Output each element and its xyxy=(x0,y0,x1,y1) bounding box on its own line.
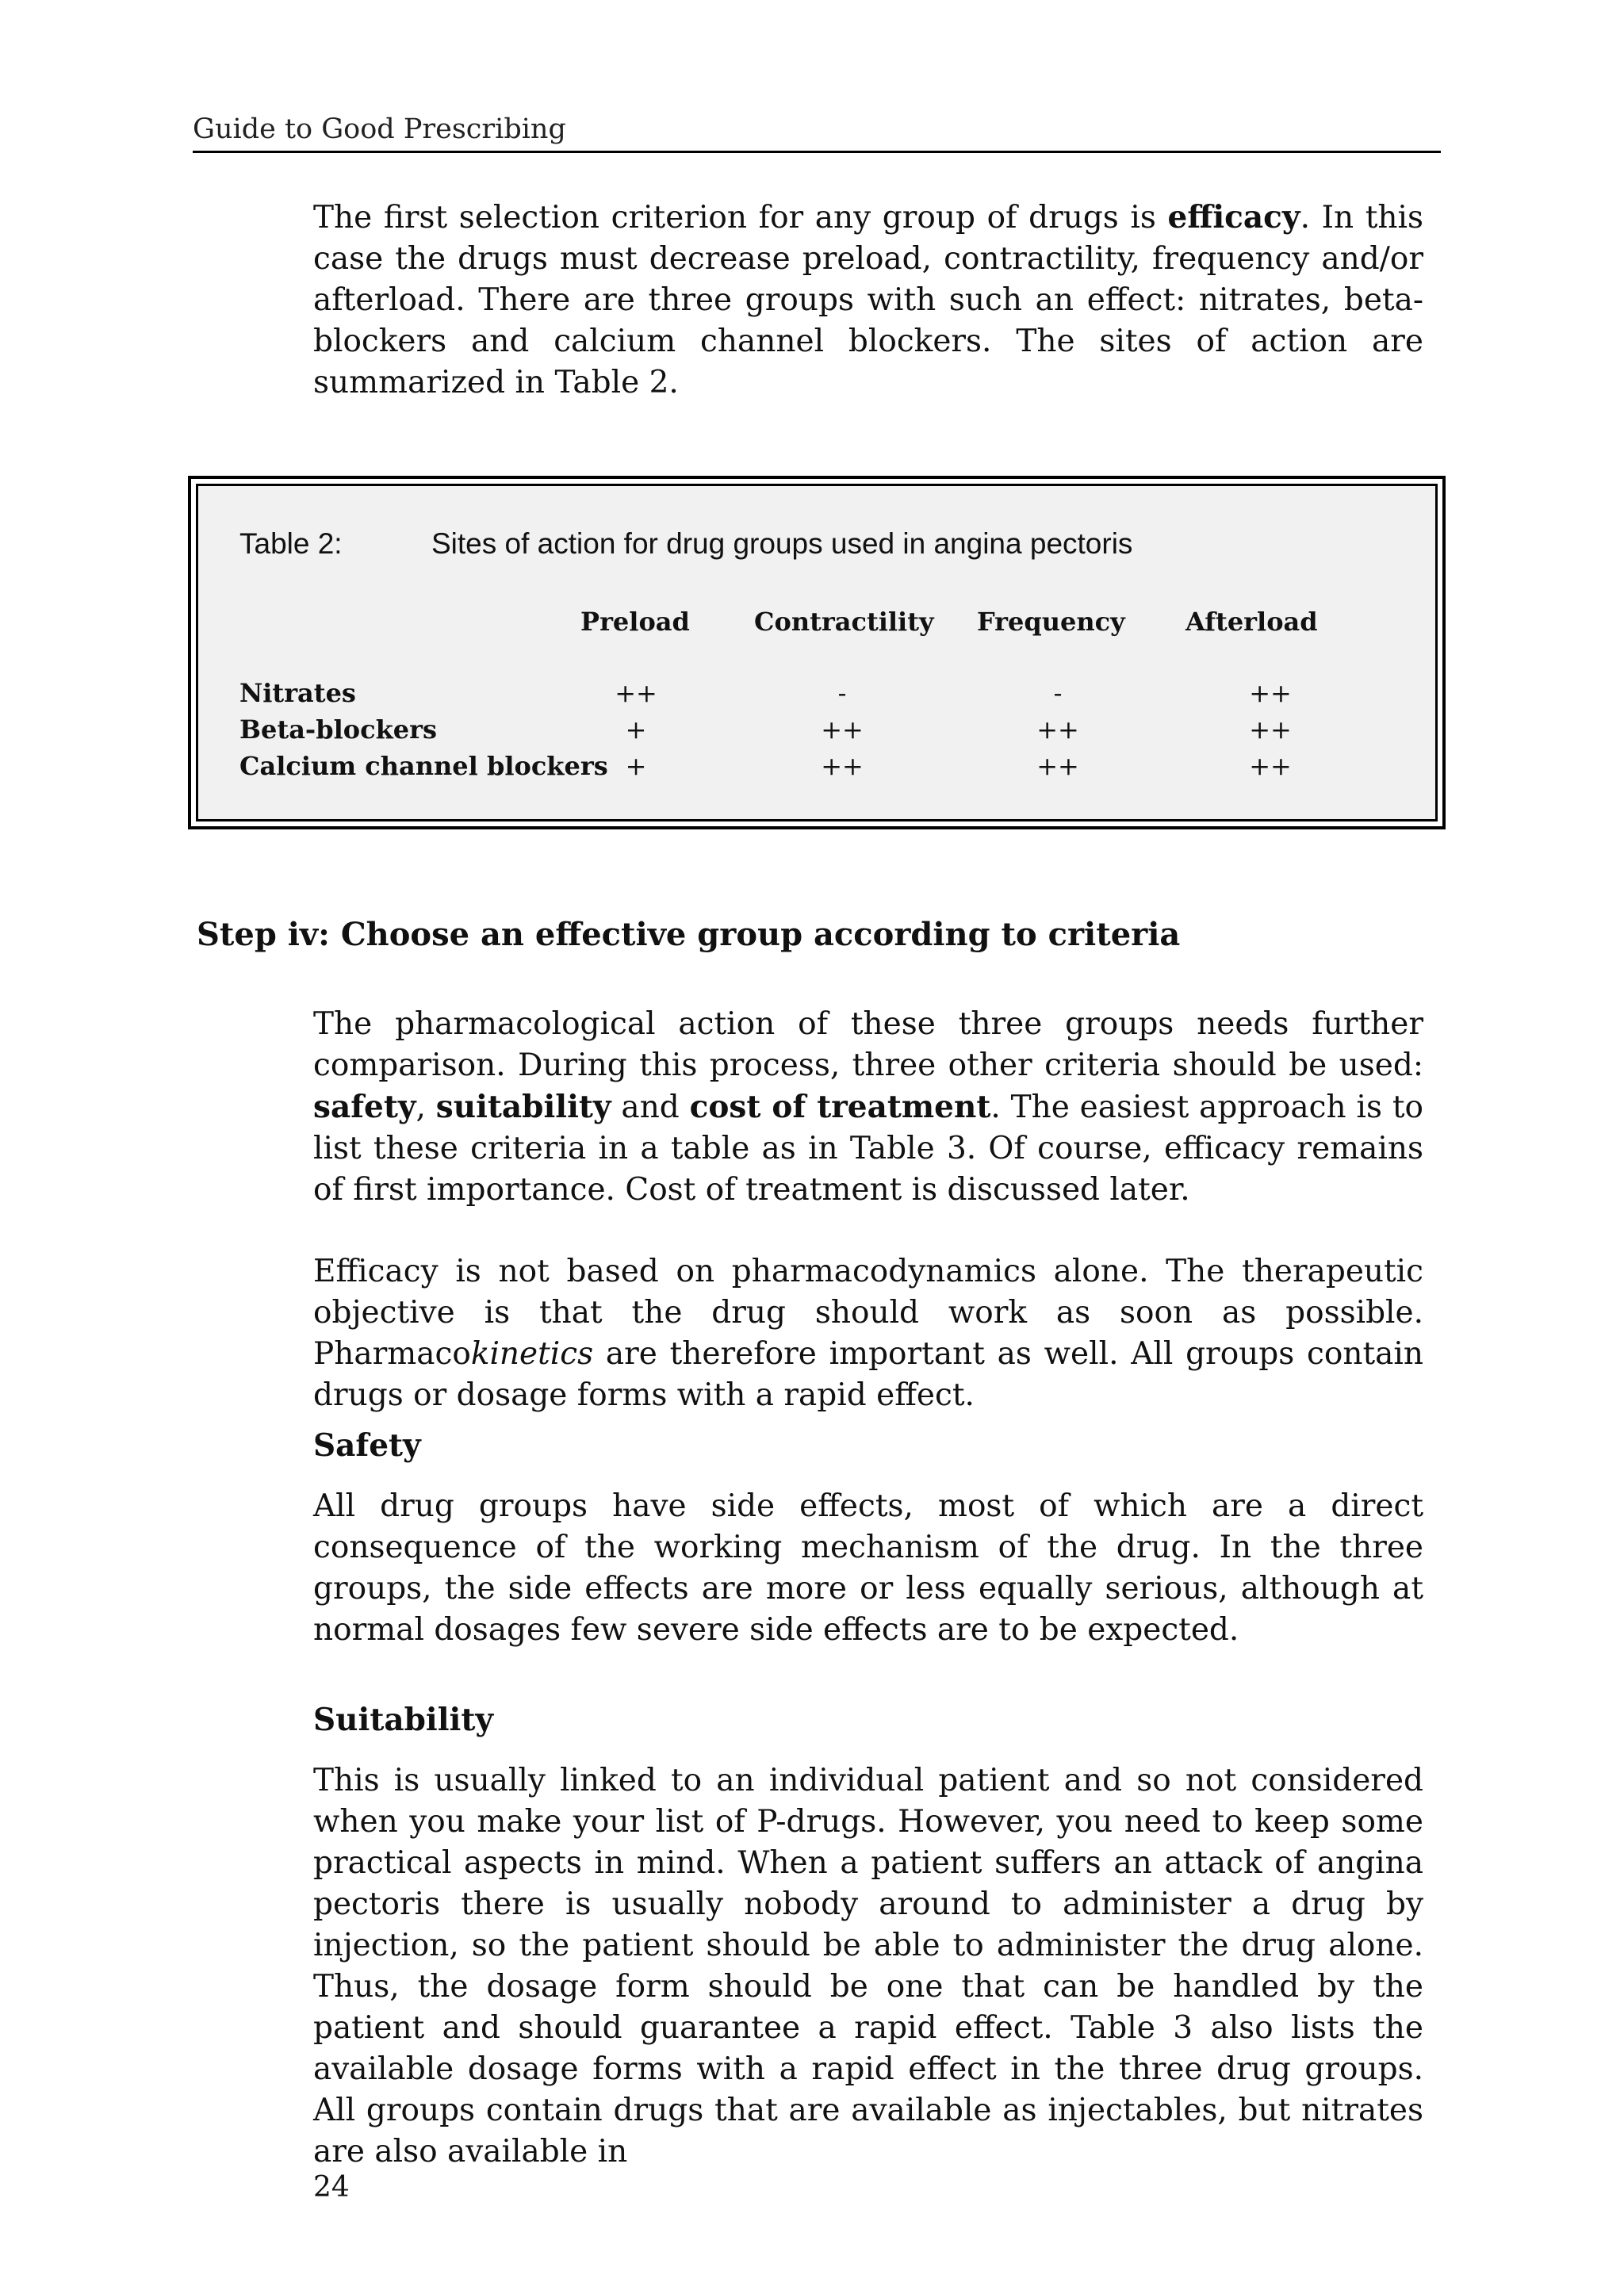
suitability-heading: Suitability xyxy=(313,1702,494,1738)
safety-term: safety xyxy=(313,1089,416,1125)
table-caption xyxy=(239,527,1133,561)
step-iv-heading: Step iv: Choose an effective group according to criteria xyxy=(197,916,1181,953)
text-part: Efficacy is not based on pharmacodynamics alone. The therapeutic objective is that the drug should work as soon as possible. Pharmaco xyxy=(313,1254,1423,1372)
text-part: are therefore important as well. All groups contain drugs or dosage forms with a rapid effect. xyxy=(313,1336,1423,1413)
table-title: Sites of action for drug groups used in angina pectoris xyxy=(431,527,1133,560)
column-header-preload: Preload xyxy=(580,607,690,637)
row-label: Nitrates xyxy=(239,678,356,708)
kinetics-term: kinetics xyxy=(470,1336,594,1372)
cost-term: cost of treatment xyxy=(689,1089,991,1125)
comparison-text xyxy=(313,1004,1423,1211)
table-cell: ++ xyxy=(615,678,657,708)
intro-text xyxy=(313,197,1423,404)
table-cell: ++ xyxy=(821,751,864,781)
table-label: Table 2: xyxy=(239,527,343,560)
page-number: 24 xyxy=(313,2171,350,2204)
column-header-contractility: Contractility xyxy=(754,607,934,637)
table-row xyxy=(239,714,1365,751)
table-cell: - xyxy=(1053,678,1063,708)
suitability-term: suitability xyxy=(435,1089,611,1125)
table-cell: ++ xyxy=(1249,678,1292,708)
table-cell: + xyxy=(625,714,647,745)
suitability-text: This is usually linked to an individual patient and so not considered when you make your list of P-drugs. However, you need to keep some practical aspects in mind. When a patient suffers an attack of angina pectoris there is usually nobody around to administer a drug by injection, so the patient should be able to administer the drug alone. Thus, the dosage form should be one that can be handled by the patient and should guarantee a rapid effect. Table 3 also lists the available dosage forms with a rapid effect in the three drug groups. All groups contain drugs that are available as injectables, but nitrates are also available in xyxy=(313,1763,1423,2170)
table-2-box xyxy=(188,476,1446,829)
efficacy-paragraph xyxy=(313,1251,1423,1416)
intro-text-part: The first selection criterion for any group of drugs is xyxy=(313,200,1168,236)
comparison-paragraph xyxy=(313,1004,1423,1211)
table-cell: - xyxy=(837,678,847,708)
table-2-panel xyxy=(196,484,1438,821)
column-header-frequency: Frequency xyxy=(977,607,1125,637)
running-header: Guide to Good Prescribing xyxy=(193,113,1441,153)
suitability-paragraph xyxy=(313,1760,1423,2173)
column-header-afterload: Afterload xyxy=(1185,607,1318,637)
table-cell: ++ xyxy=(1249,714,1292,745)
text-part: and xyxy=(611,1090,690,1125)
safety-heading: Safety xyxy=(313,1427,421,1464)
safety-paragraph xyxy=(313,1486,1423,1651)
table-cell: ++ xyxy=(1036,751,1079,781)
table-cell: ++ xyxy=(821,714,864,745)
table-cell: + xyxy=(625,751,647,781)
text-part: The pharmacological action of these three groups needs further comparison. During this process, three other criteria should be used: xyxy=(313,1006,1423,1083)
efficacy-text xyxy=(313,1251,1423,1416)
text-part: . The easiest approach is to list these criteria in a table as in Table 3. Of course, efficacy remains of first importance. Cost of treatment is discussed later. xyxy=(313,1090,1423,1208)
safety-text: All drug groups have side effects, most of which are a direct consequence of the working mechanism of the drug. In the three groups, the side effects are more or less equally serious, although at normal dosages few severe side effects are to be expected. xyxy=(313,1488,1423,1648)
table-cell: ++ xyxy=(1036,714,1079,745)
text-part: , xyxy=(416,1090,436,1125)
intro-text-part: . In this case the drugs must decrease preload, contractility, frequency and/or afterload. There are three groups with such an effect: nitrates, beta-blockers and calcium channel blockers. The sites of action are summarized in Table 2. xyxy=(313,200,1424,400)
intro-paragraph xyxy=(313,197,1423,404)
table-row xyxy=(239,751,1365,787)
efficacy-term: efficacy xyxy=(1167,199,1300,236)
row-label: Calcium channel blockers xyxy=(239,751,608,781)
row-label: Beta-blockers xyxy=(239,714,437,745)
table-cell: ++ xyxy=(1249,751,1292,781)
table-row xyxy=(239,678,1365,714)
